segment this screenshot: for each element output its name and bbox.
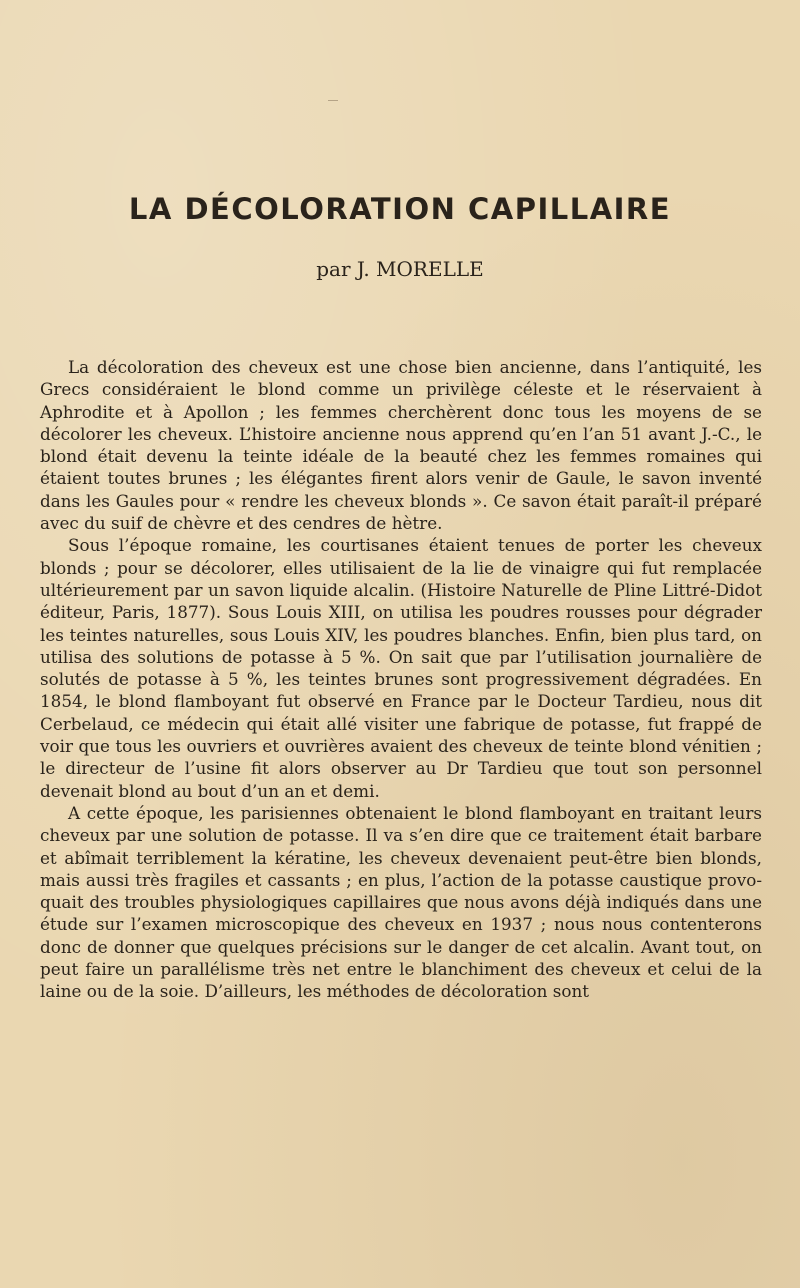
paragraph-2: Sous l’époque romaine, les courtisanes étaient tenues de porter les cheveux blonds ; pour se décolorer, elles utilisaient de la lie de vinaigre qui fut remplacée ultérieurement par un savon liquide alcalin. (Histoire Naturelle de Pline Littré-Didot éditeur, Paris, 1877). Sous Louis XIII, on utilisa les poudres rousses pour dégrader les teintes naturelles, sous Louis XIV, les poudres blanches. Enfin, bien plus tard, on utilisa des solutions de potasse à 5 %. On sait que par l’utilisation journalière de solutés de potasse à 5 %, les teintes brunes sont progressivement dégradées. En 1854, le blond flamboyant fut observé en France par le Docteur Tardieu, nous dit Cerbelaud, ce médecin qui était allé visiter une fabrique de potasse, fut frappé de voir que tous les ouvriers et ouvrières avaient des cheveux de teinte blond vénitien ; le directeur de l’usine fit alors observer au Dr Tardieu que tout son personnel devenait blond au bout d’un an et demi.: [40, 535, 762, 801]
article-title: LA DÉCOLORATION CAPILLAIRE: [128, 192, 672, 226]
article-body: [40, 356, 762, 1003]
paragraph-3: A cette époque, les parisiennes obtenaient le blond flamboyant en traitant leurs cheveux par une solution de potasse. Il va s’en dire que ce traitement était barbare et abîmait terriblement la kératine, les cheveux devenaient peut-être bien blonds, mais aussi très fragiles et cassants ; en plus, l’action de la potasse caustique provoquait des troubles physiologiques capillaires que nous avons déjà indiqués dans une étude sur l’examen microscopique des cheveux en 1937 ; nous nous contenterons donc de donner que quelques précisions sur le danger de cet alcalin. Avant tout, on peut faire un parallélisme très net entre le blanchiment des cheveux et celui de la laine ou de la soie. D’ailleurs, les méthodes de décoloration sont: [40, 802, 762, 1002]
paragraph-1: La décoloration des cheveux est une chose bien ancienne, dans l’antiquité, les Grecs considéraient le blond comme un privilège céleste et le réservaient à Aphrodite et à Apollon ; les femmes cherchèrent donc tous les moyens de se décolorer les cheveux. L’histoire ancienne nous apprend qu’en l’an 51 avant J.-C., le blond était devenu la teinte idéale de la beauté chez les femmes romaines qui étaient toutes brunes ; les élégantes firent alors venir de Gaule, le savon inventé dans les Gaules pour « rendre les cheveux blonds ». Ce savon était paraît-il préparé avec du suif de chèvre et des cendres de hètre.: [40, 357, 762, 534]
page-mark: [328, 100, 338, 101]
article-byline: par J. MORELLE: [316, 257, 484, 281]
